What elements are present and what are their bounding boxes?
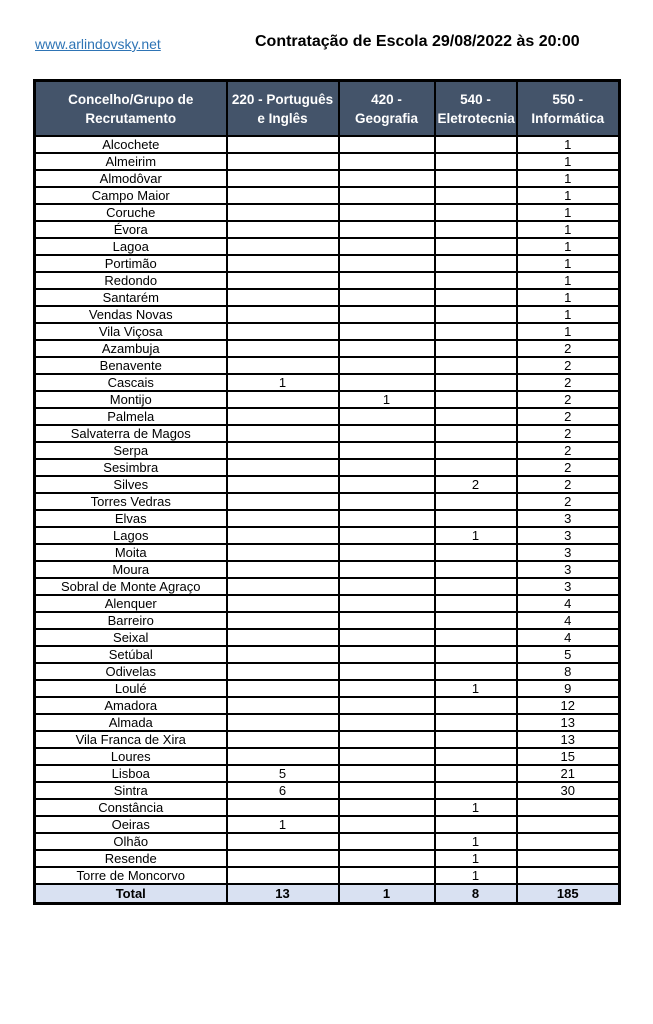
cell-540: [435, 272, 517, 289]
cell-220: [227, 493, 339, 510]
cell-concelho: Lisboa: [35, 765, 227, 782]
cell-420: [339, 425, 435, 442]
cell-550: 2: [517, 493, 620, 510]
cell-540: [435, 255, 517, 272]
cell-420: [339, 799, 435, 816]
cell-540: [435, 221, 517, 238]
cell-540: [435, 357, 517, 374]
cell-420: [339, 765, 435, 782]
cell-550: 1: [517, 323, 620, 340]
cell-540: [435, 170, 517, 187]
cell-550: 1: [517, 221, 620, 238]
cell-550: 1: [517, 187, 620, 204]
cell-420: [339, 816, 435, 833]
contratacao-table: [33, 79, 621, 905]
cell-concelho: Redondo: [35, 272, 227, 289]
cell-concelho: Lagos: [35, 527, 227, 544]
cell-420: [339, 850, 435, 867]
cell-220: [227, 170, 339, 187]
table-row: [35, 646, 620, 663]
cell-420: [339, 340, 435, 357]
cell-550: 2: [517, 459, 620, 476]
cell-540: [435, 646, 517, 663]
table-body: [35, 136, 620, 884]
cell-540: [435, 561, 517, 578]
cell-550: 13: [517, 714, 620, 731]
cell-540: [435, 816, 517, 833]
cell-420: [339, 527, 435, 544]
cell-concelho: Serpa: [35, 442, 227, 459]
cell-220: [227, 833, 339, 850]
cell-420: [339, 867, 435, 884]
cell-220: [227, 476, 339, 493]
cell-concelho: Almeirim: [35, 153, 227, 170]
cell-concelho: Sobral de Monte Agraço: [35, 578, 227, 595]
table-row: [35, 136, 620, 153]
table-row: [35, 595, 620, 612]
cell-540: [435, 153, 517, 170]
cell-550: 2: [517, 391, 620, 408]
cell-540: 1: [435, 850, 517, 867]
cell-420: [339, 544, 435, 561]
cell-220: [227, 306, 339, 323]
cell-420: [339, 578, 435, 595]
cell-220: [227, 561, 339, 578]
cell-540: 1: [435, 867, 517, 884]
cell-420: [339, 731, 435, 748]
cell-550: 4: [517, 612, 620, 629]
cell-420: [339, 408, 435, 425]
cell-550: [517, 799, 620, 816]
cell-540: [435, 595, 517, 612]
table-row: [35, 663, 620, 680]
header-row: [35, 81, 620, 137]
cell-concelho: Vila Viçosa: [35, 323, 227, 340]
cell-420: [339, 272, 435, 289]
table-row: [35, 799, 620, 816]
cell-220: 1: [227, 816, 339, 833]
cell-550: 1: [517, 238, 620, 255]
total-row: [35, 884, 620, 904]
table-header: [35, 81, 620, 137]
cell-540: [435, 697, 517, 714]
cell-550: 1: [517, 255, 620, 272]
table-row: [35, 493, 620, 510]
table-row: [35, 680, 620, 697]
cell-550: 2: [517, 374, 620, 391]
cell-220: [227, 680, 339, 697]
cell-420: [339, 629, 435, 646]
cell-concelho: Vendas Novas: [35, 306, 227, 323]
cell-420: [339, 833, 435, 850]
cell-420: [339, 510, 435, 527]
table-row: [35, 340, 620, 357]
cell-concelho: Évora: [35, 221, 227, 238]
cell-concelho: Portimão: [35, 255, 227, 272]
total-540: 8: [435, 884, 517, 904]
cell-220: 1: [227, 374, 339, 391]
cell-220: [227, 323, 339, 340]
cell-concelho: Amadora: [35, 697, 227, 714]
cell-550: 3: [517, 578, 620, 595]
cell-540: [435, 408, 517, 425]
table-row: [35, 867, 620, 884]
cell-550: [517, 850, 620, 867]
table-row: [35, 561, 620, 578]
cell-220: [227, 221, 339, 238]
cell-540: [435, 544, 517, 561]
cell-420: [339, 255, 435, 272]
cell-540: [435, 323, 517, 340]
cell-550: 1: [517, 170, 620, 187]
cell-concelho: Santarém: [35, 289, 227, 306]
cell-220: [227, 459, 339, 476]
cell-420: [339, 153, 435, 170]
cell-420: [339, 663, 435, 680]
cell-540: [435, 340, 517, 357]
cell-220: [227, 340, 339, 357]
cell-220: 5: [227, 765, 339, 782]
cell-420: [339, 323, 435, 340]
cell-540: 1: [435, 799, 517, 816]
cell-550: 2: [517, 408, 620, 425]
cell-concelho: Loulé: [35, 680, 227, 697]
table-row: [35, 204, 620, 221]
cell-540: [435, 714, 517, 731]
table-row: [35, 442, 620, 459]
cell-concelho: Azambuja: [35, 340, 227, 357]
table-row: [35, 408, 620, 425]
cell-220: [227, 238, 339, 255]
cell-540: [435, 391, 517, 408]
cell-concelho: Almodôvar: [35, 170, 227, 187]
cell-420: [339, 357, 435, 374]
cell-concelho: Moita: [35, 544, 227, 561]
cell-concelho: Seixal: [35, 629, 227, 646]
cell-220: [227, 510, 339, 527]
table-row: [35, 170, 620, 187]
cell-420: [339, 493, 435, 510]
cell-concelho: Moura: [35, 561, 227, 578]
cell-540: [435, 374, 517, 391]
cell-550: 2: [517, 357, 620, 374]
total-label: Total: [35, 884, 227, 904]
cell-420: [339, 476, 435, 493]
cell-420: 1: [339, 391, 435, 408]
cell-concelho: Montijo: [35, 391, 227, 408]
cell-550: 4: [517, 595, 620, 612]
cell-550: 1: [517, 289, 620, 306]
table-row: [35, 510, 620, 527]
cell-concelho: Silves: [35, 476, 227, 493]
cell-550: 21: [517, 765, 620, 782]
table-row: [35, 782, 620, 799]
cell-concelho: Cascais: [35, 374, 227, 391]
cell-550: 3: [517, 527, 620, 544]
cell-220: [227, 289, 339, 306]
cell-concelho: Odivelas: [35, 663, 227, 680]
cell-concelho: Elvas: [35, 510, 227, 527]
cell-420: [339, 170, 435, 187]
cell-220: [227, 867, 339, 884]
table-row: [35, 323, 620, 340]
table-row: [35, 374, 620, 391]
cell-550: 2: [517, 340, 620, 357]
cell-420: [339, 306, 435, 323]
cell-420: [339, 680, 435, 697]
table-row: [35, 459, 620, 476]
cell-540: [435, 204, 517, 221]
col-header-concelho: Concelho/Grupo de Recrutamento: [35, 81, 227, 137]
cell-420: [339, 187, 435, 204]
cell-550: 8: [517, 663, 620, 680]
cell-concelho: Setúbal: [35, 646, 227, 663]
cell-420: [339, 782, 435, 799]
col-header-420-geografia: 420 - Geografia: [339, 81, 435, 137]
cell-concelho: Palmela: [35, 408, 227, 425]
cell-540: [435, 289, 517, 306]
cell-concelho: Salvaterra de Magos: [35, 425, 227, 442]
cell-220: [227, 799, 339, 816]
table-row: [35, 612, 620, 629]
cell-220: [227, 272, 339, 289]
table-row: [35, 238, 620, 255]
cell-550: [517, 833, 620, 850]
cell-220: [227, 255, 339, 272]
cell-540: [435, 510, 517, 527]
cell-220: [227, 153, 339, 170]
table-row: [35, 850, 620, 867]
cell-550: [517, 867, 620, 884]
col-header-540-eletrotecnia: 540 - Eletrotecnia: [435, 81, 517, 137]
table-row: [35, 272, 620, 289]
cell-420: [339, 561, 435, 578]
cell-550: 12: [517, 697, 620, 714]
page-title: Contratação de Escola 29/08/2022 às 20:00: [255, 33, 580, 50]
cell-540: [435, 663, 517, 680]
cell-540: [435, 306, 517, 323]
cell-420: [339, 374, 435, 391]
cell-550: 5: [517, 646, 620, 663]
table-row: [35, 527, 620, 544]
cell-concelho: Alenquer: [35, 595, 227, 612]
table-row: [35, 306, 620, 323]
cell-220: [227, 850, 339, 867]
cell-220: [227, 646, 339, 663]
table-row: [35, 476, 620, 493]
cell-550: 3: [517, 544, 620, 561]
cell-concelho: Vila Franca de Xira: [35, 731, 227, 748]
cell-550: 4: [517, 629, 620, 646]
cell-220: [227, 204, 339, 221]
cell-220: [227, 527, 339, 544]
cell-concelho: Torre de Moncorvo: [35, 867, 227, 884]
cell-550: 3: [517, 510, 620, 527]
cell-420: [339, 289, 435, 306]
table-row: [35, 153, 620, 170]
cell-550: 15: [517, 748, 620, 765]
table-row: [35, 697, 620, 714]
cell-420: [339, 204, 435, 221]
cell-420: [339, 221, 435, 238]
cell-concelho: Lagoa: [35, 238, 227, 255]
cell-concelho: Campo Maior: [35, 187, 227, 204]
cell-540: 1: [435, 833, 517, 850]
cell-540: 1: [435, 680, 517, 697]
cell-420: [339, 612, 435, 629]
cell-540: [435, 731, 517, 748]
cell-concelho: Benavente: [35, 357, 227, 374]
cell-420: [339, 459, 435, 476]
cell-220: [227, 578, 339, 595]
total-550: 185: [517, 884, 620, 904]
cell-540: [435, 442, 517, 459]
table-row: [35, 255, 620, 272]
cell-concelho: Sesimbra: [35, 459, 227, 476]
cell-540: [435, 629, 517, 646]
cell-220: [227, 697, 339, 714]
cell-550: 1: [517, 136, 620, 153]
total-220: 13: [227, 884, 339, 904]
cell-540: [435, 612, 517, 629]
cell-420: [339, 136, 435, 153]
table-row: [35, 425, 620, 442]
cell-220: [227, 544, 339, 561]
cell-540: [435, 748, 517, 765]
table-row: [35, 391, 620, 408]
cell-540: [435, 578, 517, 595]
table-row: [35, 629, 620, 646]
table-row: [35, 187, 620, 204]
cell-220: [227, 357, 339, 374]
table-row: [35, 816, 620, 833]
cell-220: [227, 391, 339, 408]
cell-550: 13: [517, 731, 620, 748]
cell-concelho: Torres Vedras: [35, 493, 227, 510]
cell-550: 1: [517, 272, 620, 289]
cell-220: [227, 442, 339, 459]
cell-540: 1: [435, 527, 517, 544]
cell-550: 30: [517, 782, 620, 799]
cell-540: [435, 459, 517, 476]
cell-550: 3: [517, 561, 620, 578]
cell-550: 1: [517, 153, 620, 170]
cell-540: [435, 136, 517, 153]
table-row: [35, 714, 620, 731]
cell-concelho: Loures: [35, 748, 227, 765]
table-row: [35, 289, 620, 306]
table-row: [35, 578, 620, 595]
cell-220: [227, 408, 339, 425]
cell-550: 1: [517, 204, 620, 221]
cell-540: 2: [435, 476, 517, 493]
col-header-550-informatica: 550 - Informática: [517, 81, 620, 137]
table-footer: [35, 884, 620, 904]
table-row: [35, 748, 620, 765]
cell-220: [227, 612, 339, 629]
cell-540: [435, 765, 517, 782]
cell-concelho: Olhão: [35, 833, 227, 850]
cell-concelho: Resende: [35, 850, 227, 867]
cell-220: [227, 425, 339, 442]
col-header-220-portugues-ingles: 220 - Português e Inglês: [227, 81, 339, 137]
cell-concelho: Barreiro: [35, 612, 227, 629]
cell-420: [339, 238, 435, 255]
cell-concelho: Constância: [35, 799, 227, 816]
cell-540: [435, 425, 517, 442]
cell-550: [517, 816, 620, 833]
cell-420: [339, 714, 435, 731]
table-row: [35, 221, 620, 238]
cell-220: [227, 136, 339, 153]
cell-420: [339, 442, 435, 459]
cell-220: [227, 731, 339, 748]
site-link[interactable]: www.arlindovsky.net: [35, 36, 161, 52]
cell-540: [435, 782, 517, 799]
cell-540: [435, 187, 517, 204]
total-420: 1: [339, 884, 435, 904]
cell-220: [227, 629, 339, 646]
cell-420: [339, 697, 435, 714]
table-row: [35, 544, 620, 561]
cell-concelho: Alcochete: [35, 136, 227, 153]
cell-550: 1: [517, 306, 620, 323]
cell-220: [227, 714, 339, 731]
cell-220: [227, 663, 339, 680]
cell-550: 2: [517, 476, 620, 493]
cell-420: [339, 748, 435, 765]
table-row: [35, 765, 620, 782]
cell-550: 2: [517, 442, 620, 459]
cell-420: [339, 646, 435, 663]
table-row: [35, 357, 620, 374]
table-row: [35, 833, 620, 850]
cell-220: 6: [227, 782, 339, 799]
cell-concelho: Oeiras: [35, 816, 227, 833]
cell-220: [227, 187, 339, 204]
cell-concelho: Almada: [35, 714, 227, 731]
cell-concelho: Coruche: [35, 204, 227, 221]
cell-540: [435, 493, 517, 510]
cell-220: [227, 748, 339, 765]
cell-420: [339, 595, 435, 612]
cell-220: [227, 595, 339, 612]
cell-concelho: Sintra: [35, 782, 227, 799]
table-row: [35, 731, 620, 748]
cell-540: [435, 238, 517, 255]
cell-550: 2: [517, 425, 620, 442]
cell-550: 9: [517, 680, 620, 697]
